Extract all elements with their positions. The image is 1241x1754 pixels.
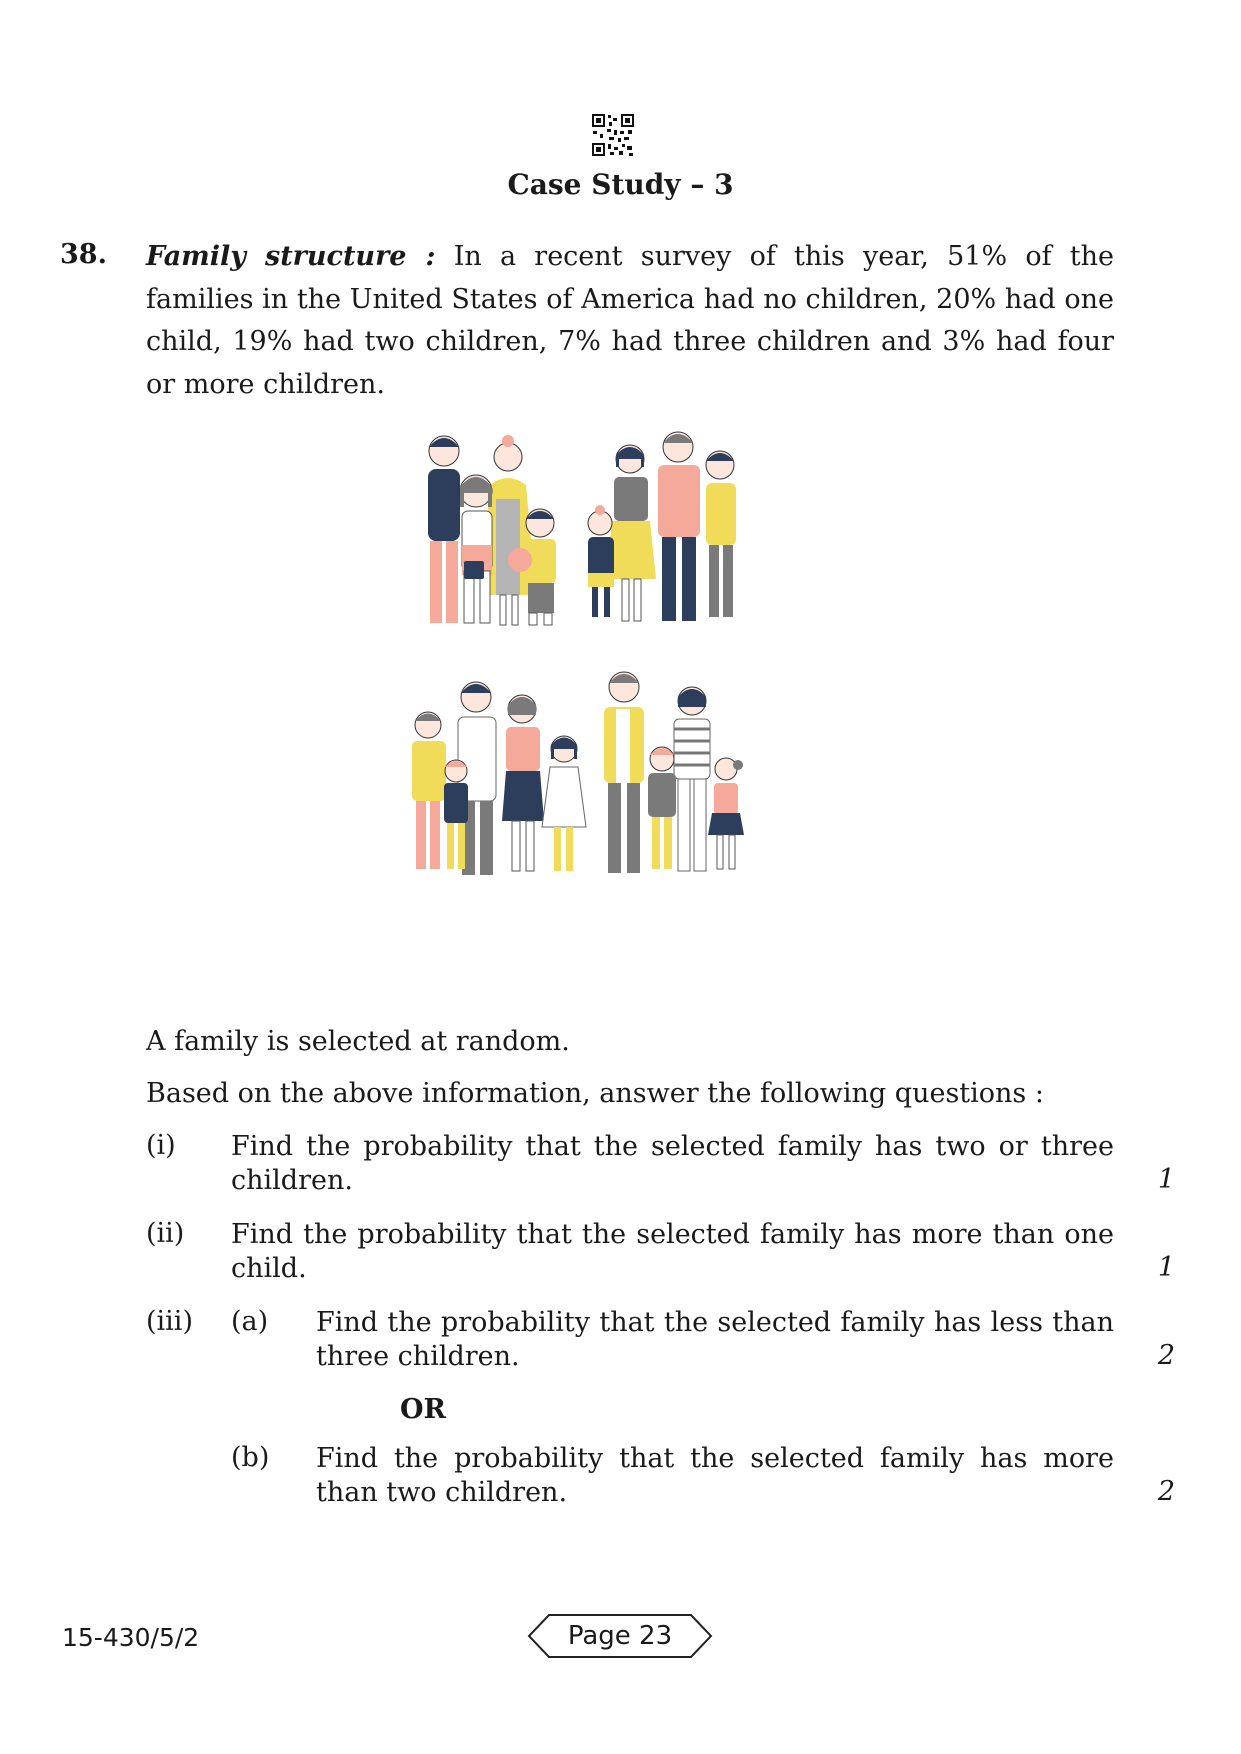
question-number: 38. [60,239,107,270]
sub-part-label: (a) [231,1306,269,1337]
family-group-3 [412,682,586,875]
page-number-tag [527,1613,713,1659]
marks-label: 1 [1157,1164,1175,1195]
paper-code: 15-430/5/2 [62,1623,200,1652]
case-study-title: Case Study – 3 [507,168,734,201]
family-group-4 [604,672,744,873]
or-label: OR [400,1394,446,1425]
question-lead: Family structure : [146,241,436,272]
family-group-1 [428,435,556,625]
instruction-text: Based on the above information, answer the following questions : [146,1078,1044,1109]
part-label: (iii) [146,1306,193,1337]
part-i-text: Find the probability that the selected family has two or three children. [231,1131,1114,1196]
question-paragraph [146,236,1114,406]
family-group-2 [588,432,736,621]
part-iii-b-text: Find the probability that the selected family has more than two children. [316,1443,1114,1508]
marks-label: 1 [1157,1252,1175,1283]
part-label: (i) [146,1130,176,1161]
marks-label: 2 [1157,1476,1175,1507]
part-ii-text: Find the probability that the selected family has more than one child. [231,1219,1114,1284]
qr-code-icon [591,113,635,157]
question-body: In a recent survey of this year, 51% of the families in the United States of America had no children, 20% had one child, 19% had two children, 7% had three children and 3% had four or more children. [146,241,1114,400]
marks-label: 2 [1157,1340,1175,1371]
family-illustration [400,425,850,985]
sub-part-label: (b) [231,1442,270,1473]
part-label: (ii) [146,1218,185,1249]
page-number: Page 23 [567,1621,673,1651]
part-iii-a-text: Find the probability that the selected family has less than three children. [316,1307,1114,1372]
random-selection-text: A family is selected at random. [146,1026,570,1057]
